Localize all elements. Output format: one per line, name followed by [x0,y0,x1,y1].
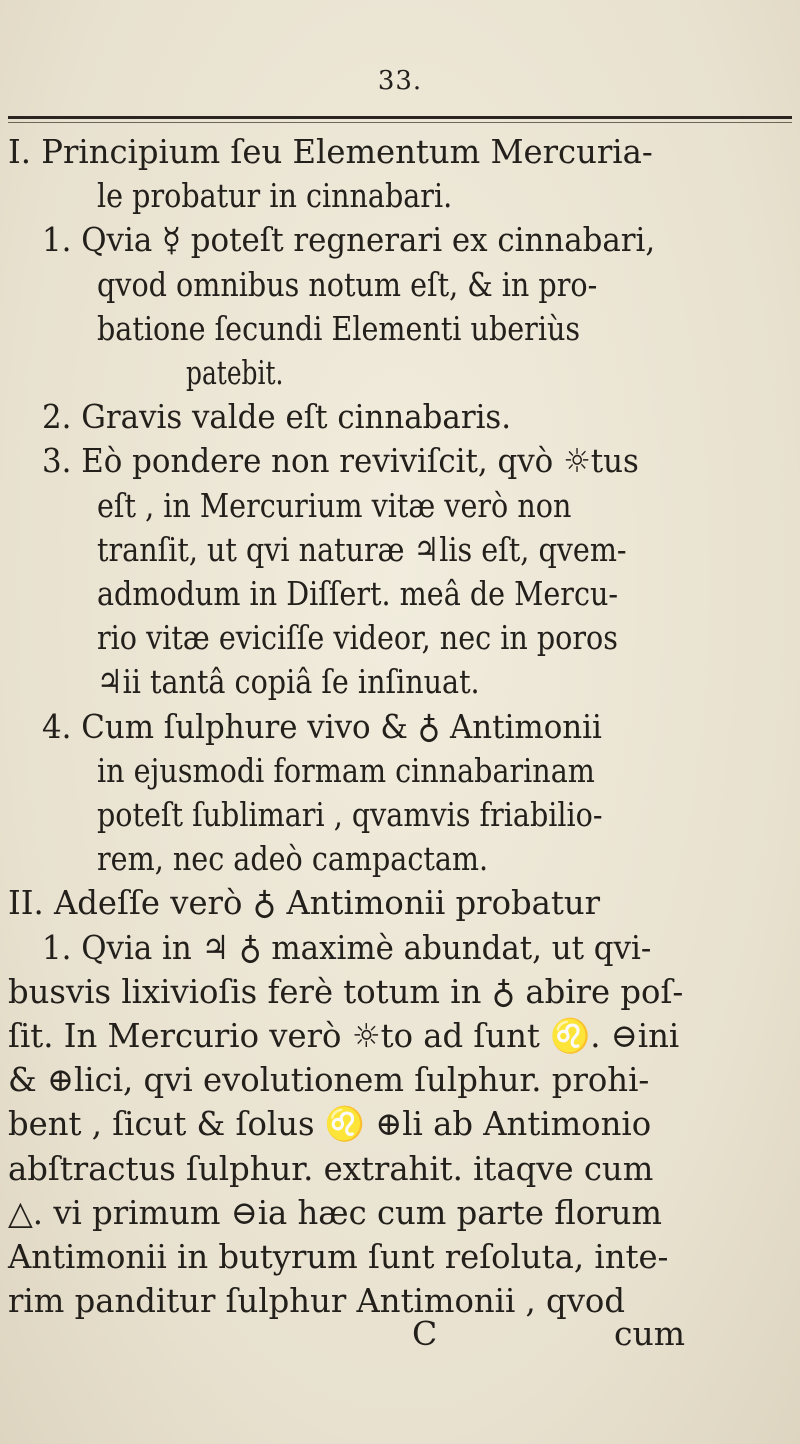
text-line: 2. Gravis valde eſt cinnabaris. [42,397,512,437]
text-line: qvod omnibus notum eſt, & in pro- [97,264,598,304]
page-number: 33. [377,66,423,96]
text-line: 1. Qvia ☿ poteſt regnerari ex cinnabari, [42,220,656,260]
text-line: abſtractus ſulphur. extrahit. itaqve cum [8,1148,654,1188]
text-line: le probatur in cinnabari. [97,176,453,216]
text-line: batione ſecundi Elementi uberiùs [97,308,581,348]
text-line: ♃ii tantâ copiâ ſe inſinuat. [97,662,480,702]
text-line: tranſit, ut qvi naturæ ♃lis eſt, qvem- [97,529,627,569]
text-line: rio vitæ eviciſſe videor, nec in poros [97,618,618,658]
text-line: eſt , in Mercurium vitæ verò non [97,485,572,525]
signature-mark: C [412,1314,438,1353]
text-line: 4. Cum ſulphure vivo & ♁ Antimonii [42,706,602,746]
text-line: poteſt ſublimari , qvamvis friabilio- [97,795,603,834]
text-line: in ejusmodi formam cinnabarinam [97,750,595,790]
text-line: bent , ſicut & ſolus ♌ ⊕li ab Antimonio [8,1104,652,1144]
catchword: cum [614,1314,686,1353]
text-line: rem, nec adeò campactam. [97,839,489,879]
text-line: patebit. [186,353,284,392]
text-line: rim panditur ſulphur Antimonii , qvod [8,1281,626,1321]
text-line: admodum in Diſſert. meâ de Mercu- [97,574,619,613]
text-line: ſit. In Mercurio verò ☼to ad ſunt ♌. ⊖ini [8,1016,680,1055]
text-line: Antimonii in butyrum ſunt reſoluta, inte- [8,1237,669,1276]
header-rule [8,116,792,119]
text-line: 1. Qvia in ♃ ♁ maximè abundat, ut qvi- [42,927,652,967]
text-line: busvis lixivioſis ferè totum in ♁ abire poſ- [8,971,684,1011]
text-line: & ⊕lici, qvi evolutionem ſulphur. prohi- [8,1060,650,1100]
text-line: 3. Eò pondere non reviviſcit, qvò ☼tus [42,441,639,481]
text-line: △. vi primum ⊖ia hæc cum parte florum [8,1192,662,1232]
text-line: II. Adeſſe verò ♁ Antimonii probatur [8,883,601,923]
text-line: I. Principium ſeu Elementum Mercuria- [8,132,653,171]
